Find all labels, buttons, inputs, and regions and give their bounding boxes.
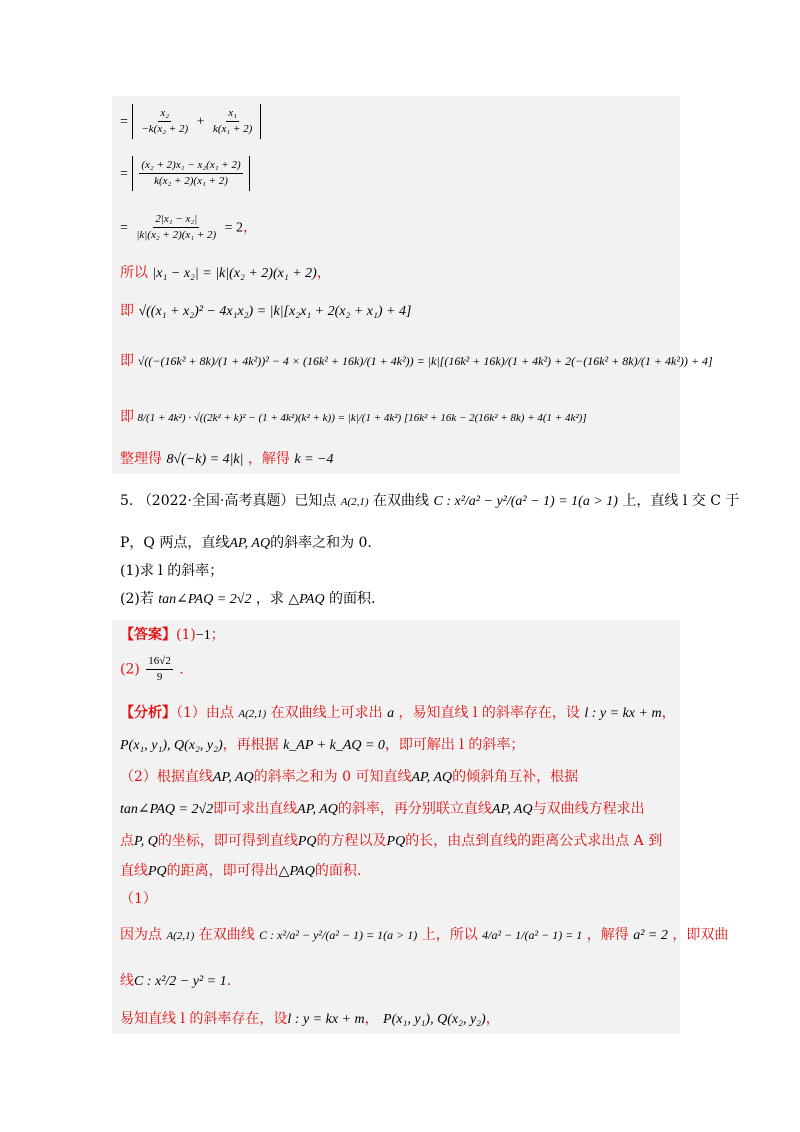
problem-line-1: 5. （2022·全国·高考真题）已知点 A(2,1) 在双曲线 C : x²/a² − y²/(a² − 1) = 1(a > 1) 上，直线 l 交 C 于 xyxy=(120,493,740,509)
eq-line-7: 即 8/(1 + 4k²) · √((2k² + k)² − (1 + 4k²)(k² + k)) = |k|/(1 + 4k²) [16k² + 16k − 2(16k² + 8k) + 4(1 + 4k²)] xyxy=(120,409,587,425)
eq-line-3: = $\frac{\text{2|x₁ − x₂|}}{\text{|k|(x₂ + 2)(x₁ + 2)}}$ = 2， xyxy=(120,213,258,241)
solution-line-1: 因为点 A(2,1) 在双曲线 C : x²/a² − y²/(a² − 1) = 1(a > 1) 上，所以 4/a² − 1/(a² − 1) = 1 ，解得 a² = 2 ，即双曲 xyxy=(120,927,729,943)
eq-line-2: = $\frac{\text{(x₂ + 2)x₁ − x₂(x₁ + 2)}}{\text{k(x₂ + 2)(x₁ + 2)}}$ xyxy=(120,156,250,191)
problem-q2: (2)若 tan∠PAQ = 2√2 ，求 △PAQ 的面积. xyxy=(120,591,376,607)
solution-line-2: 线C : x²/2 − y² = 1. xyxy=(120,973,232,989)
analysis-label: 【分析】 xyxy=(120,705,176,721)
problem-line-2: P，Q 两点，直线AP, AQ的斜率之和为 0. xyxy=(120,535,372,551)
analysis-line-2: P(x₁, y₁), Q(x₂, y₂)，再根据 k_AP + k_AQ = 0，即可解出 l 的斜率； xyxy=(120,737,525,753)
analysis-line-5: 点P, Q的坐标，即可得到直线PQ的方程以及PQ的长，由点到直线的距离公式求出点 A 到 xyxy=(120,833,663,849)
eq-line-6: 即 √((−(16k² + 8k)/(1 + 4k²))² − 4 × (16k² + 16k)/(1 + 4k²)) = |k|[(16k² + 16k)/(1 + 4k²) + 2(−(16k² + 8k)/(1 + 4k²)) + 4] xyxy=(120,353,713,369)
answer-line-1: 【答案】(1)−1； xyxy=(120,627,225,643)
answer-label: 【答案】 xyxy=(120,627,176,643)
eq-line-5: 即 √((x₁ + x₂)² − 4x₁x₂) = |k|[x₂x₁ + 2(x₂ + x₁) + 4] xyxy=(120,303,412,319)
analysis-line-6: 直线PQ的距离，即可得出△PAQ的面积. xyxy=(120,863,362,879)
solution-line-3: 易知直线 l 的斜率存在，设l : y = kx + m， P(x₁, y₁), Q(x₂, y₂)， xyxy=(120,1011,500,1027)
analysis-line-4: tan∠PAQ = 2√2即可求出直线AP, AQ的斜率，再分别联立直线AP, AQ与双曲线方程求出 xyxy=(120,801,645,817)
solution-part-1: （1） xyxy=(120,891,157,907)
eq-line-4: 所以 |x₁ − x₂| = |k|(x₂ + 2)(x₁ + 2)， xyxy=(120,265,331,281)
analysis-line-3: （2）根据直线AP, AQ的斜率之和为 0 可知直线AP, AQ的倾斜角互补，根据 xyxy=(120,769,579,785)
problem-q1: (1)求 l 的斜率； xyxy=(120,563,224,579)
answer-line-2: (2) $\frac{16√2}{9}$ . xyxy=(120,655,184,683)
answer-block xyxy=(112,620,680,1034)
analysis-line-1: 【分析】（1）由点 A(2,1) 在双曲线上可求出 a ，易知直线 l 的斜率存在，设 l : y = kx + m， xyxy=(120,705,676,721)
eq-line-8: 整理得 8√(−k) = 4|k| ，解得 k = −4 xyxy=(120,451,334,467)
eq-line-1: = $\frac{\text{x₂}}{\text{−k(x₂ + 2)}}$ + $\frac{\text{x₁}}{\text{k(x₁ + 2)}}$ xyxy=(120,104,261,139)
